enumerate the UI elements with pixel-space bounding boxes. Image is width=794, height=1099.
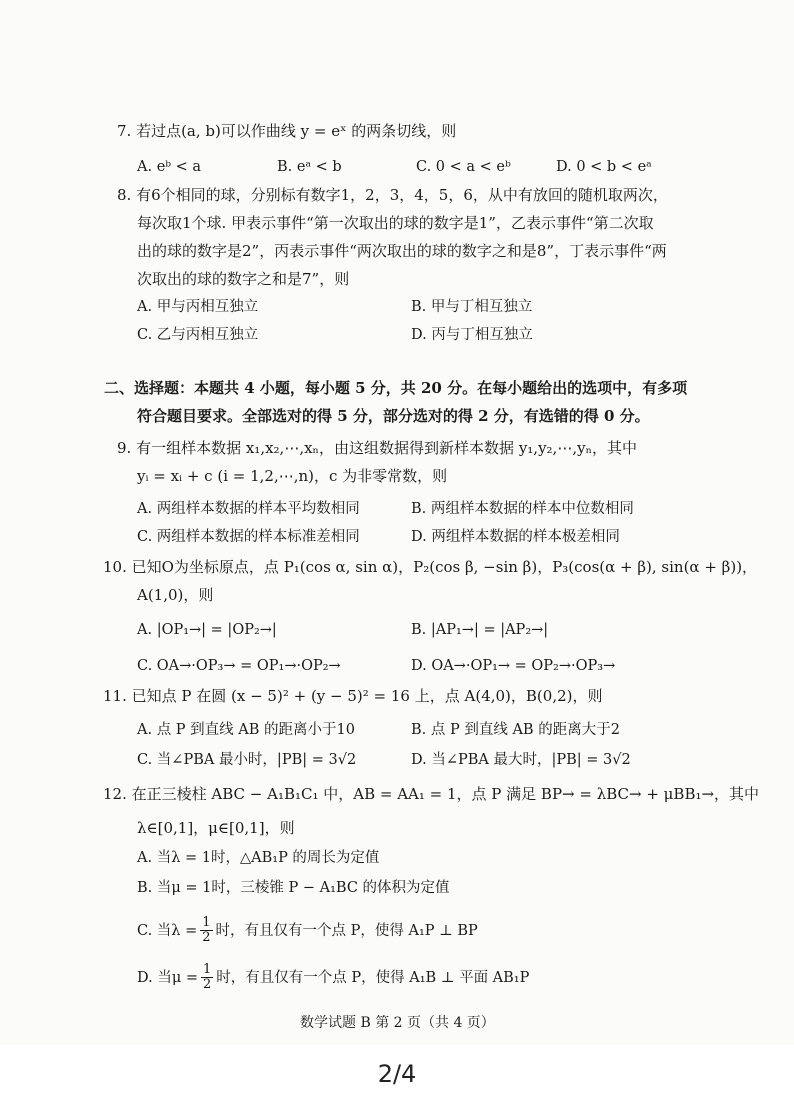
q8-option-c: C. 乙与丙相互独立	[137, 327, 259, 343]
q8-option-d: D. 丙与丁相互独立	[411, 327, 533, 343]
page-footer: 数学试题 B 第 2 页（共 4 页）	[300, 1015, 495, 1031]
q8-line4: 次取出的球的数字之和是7”，则	[137, 270, 350, 288]
q12-option-d-prefix: D. 当μ =	[137, 969, 199, 986]
q9-option-b: B. 两组样本数据的样本中位数相同	[411, 501, 634, 517]
q9-option-a: A. 两组样本数据的样本平均数相同	[137, 501, 360, 517]
q12-line1: 12. 在正三棱柱 ABC − A₁B₁C₁ 中，AB = AA₁ = 1，点 P 满足 BP→ = λBC→ + μBB₁→，其中	[103, 785, 760, 803]
q12-option-d-suffix: 时，有且仅有一个点 P，使得 A₁B ⊥ 平面 AB₁P	[216, 969, 530, 986]
q7-option-b: B. eᵃ < b	[277, 159, 342, 175]
q8-line1: 8. 有6个相同的球，分别标有数字1，2，3，4，5，6，从中有放回的随机取两次，	[117, 186, 668, 204]
q11-option-a: A. 点 P 到直线 AB 的距离小于10	[137, 722, 355, 738]
q9-line2: yᵢ = xᵢ + c (i = 1,2,⋯,n)，c 为非零常数，则	[137, 467, 448, 485]
q12-option-c	[137, 916, 478, 945]
q10-line2: A(1,0)，则	[137, 586, 214, 604]
q7-option-d: D. 0 < b < eᵃ	[556, 159, 652, 175]
q11-option-c: C. 当∠PBA 最小时，|PB| = 3√2	[137, 752, 357, 768]
q7-option-c: C. 0 < a < eᵇ	[416, 159, 511, 175]
section2-line1: 二、选择题：本题共 4 小题，每小题 5 分，共 20 分。在每小题给出的选项中，有多项	[104, 379, 688, 397]
q9-line1: 9. 有一组样本数据 x₁,x₂,⋯,xₙ，由这组数据得到新样本数据 y₁,y₂,⋯,yₙ，其中	[117, 439, 638, 457]
q8-line3: 出的球的数字是2”，丙表示事件“两次取出的球的数字之和是8”，丁表示事件“两	[137, 242, 667, 260]
q9-option-d: D. 两组样本数据的样本极差相同	[411, 529, 620, 545]
section2-line2: 符合题目要求。全部选对的得 5 分，部分选对的得 2 分，有选错的得 0 分。	[137, 407, 650, 425]
q9-option-c: C. 两组样本数据的样本标准差相同	[137, 529, 360, 545]
q12-option-c-prefix: C. 当λ =	[137, 922, 198, 939]
q10-option-b: B. |AP₁→| = |AP₂→|	[411, 622, 549, 638]
q8-line2: 每次取1个球. 甲表示事件“第一次取出的球的数字是1”，乙表示事件“第二次取	[137, 214, 654, 232]
q8-option-b: B. 甲与丁相互独立	[411, 299, 533, 315]
q12-option-d-fraction	[201, 963, 213, 992]
q7-option-a: A. eᵇ < a	[137, 159, 202, 175]
q10-option-c: C. OA→·OP₃→ = OP₁→·OP₂→	[137, 658, 341, 674]
q11-option-b: B. 点 P 到直线 AB 的距离大于2	[411, 722, 620, 738]
q11-option-d: D. 当∠PBA 最大时，|PB| = 3√2	[411, 752, 631, 768]
q12-option-c-suffix: 时，有且仅有一个点 P，使得 A₁P ⊥ BP	[215, 922, 478, 939]
q12-option-d	[137, 963, 529, 992]
q12-option-d-numerator: 1	[203, 962, 212, 977]
q12-option-d-denominator: 2	[203, 977, 212, 992]
q11-stem: 11. 已知点 P 在圆 (x − 5)² + (y − 5)² = 16 上，点 A(4,0)，B(0,2)，则	[103, 687, 603, 705]
q12-line2: λ∈[0,1]，μ∈[0,1]，则	[137, 819, 295, 837]
page-indicator: 2/4	[377, 1060, 417, 1088]
q10-option-a: A. |OP₁→| = |OP₂→|	[137, 622, 277, 638]
q12-option-b: B. 当μ = 1时，三棱锥 P − A₁BC 的体积为定值	[137, 880, 450, 896]
q12-option-c-numerator: 1	[202, 915, 211, 930]
q7-stem: 7. 若过点(a, b)可以作曲线 y = eˣ 的两条切线，则	[117, 122, 457, 140]
q12-option-a: A. 当λ = 1时，△AB₁P 的周长为定值	[137, 850, 380, 866]
q8-option-a: A. 甲与丙相互独立	[137, 299, 259, 315]
q10-line1: 10. 已知O为坐标原点，点 P₁(cos α, sin α)，P₂(cos β, −sin β)，P₃(cos(α + β), sin(α + β))，	[103, 558, 758, 576]
q12-option-c-denominator: 2	[202, 930, 211, 945]
q12-option-c-fraction	[200, 916, 212, 945]
q10-option-d: D. OA→·OP₁→ = OP₂→·OP₃→	[411, 658, 616, 674]
